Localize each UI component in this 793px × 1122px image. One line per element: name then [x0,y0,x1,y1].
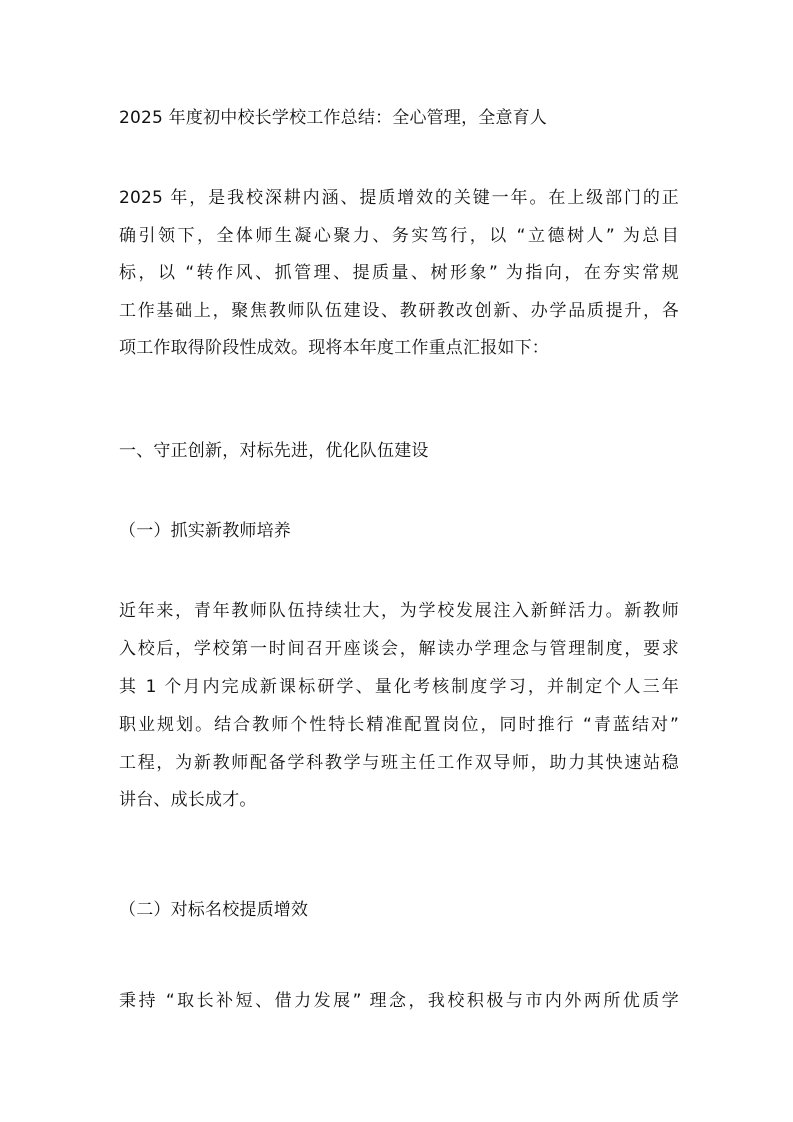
intro-line: 标，以 “转作风、抓管理、提质量、树形象” 为指向，在夯实常规 [119,263,679,283]
body-line: 入校后，学校第一时间召开座谈会，解读办学理念与管理制度，要求 [119,639,679,659]
subsection-heading: （一）抓实新教师培养 [119,521,291,541]
intro-line: 项工作取得阶段性成效。现将本年度工作重点汇报如下： [119,338,549,358]
body-line: 秉持 “取长补短、借力发展” 理念，我校积极与市内外两所优质学 [119,991,679,1011]
body-line: 讲台、成长成才。 [119,790,257,810]
intro-line: 工作基础上，聚焦教师队伍建设、教研教改创新、办学品质提升，各 [119,301,679,321]
subsection-heading: （二）对标名校提质增效 [119,900,309,920]
body-line: 其 1 个月内完成新课标研学、量化考核制度学习，并制定个人三年 [119,677,679,697]
body-line: 职业规划。结合教师个性特长精准配置岗位，同时推行 “青蓝结对” [119,715,679,735]
intro-line: 2025 年，是我校深耕内涵、提质增效的关键一年。在上级部门的正 [119,188,679,208]
intro-line: 确引领下，全体师生凝心聚力、务实笃行，以 “立德树人” 为总目 [119,226,679,246]
document-title: 2025 年度初中校长学校工作总结：全心管理，全意育人 [119,108,548,128]
body-line: 近年来，青年教师队伍持续壮大，为学校发展注入新鲜活力。新教师 [119,601,679,621]
body-line: 工程，为新教师配备学科教学与班主任工作双导师，助力其快速站稳 [119,753,679,773]
section-heading: 一、守正创新，对标先进，优化队伍建设 [119,441,429,461]
